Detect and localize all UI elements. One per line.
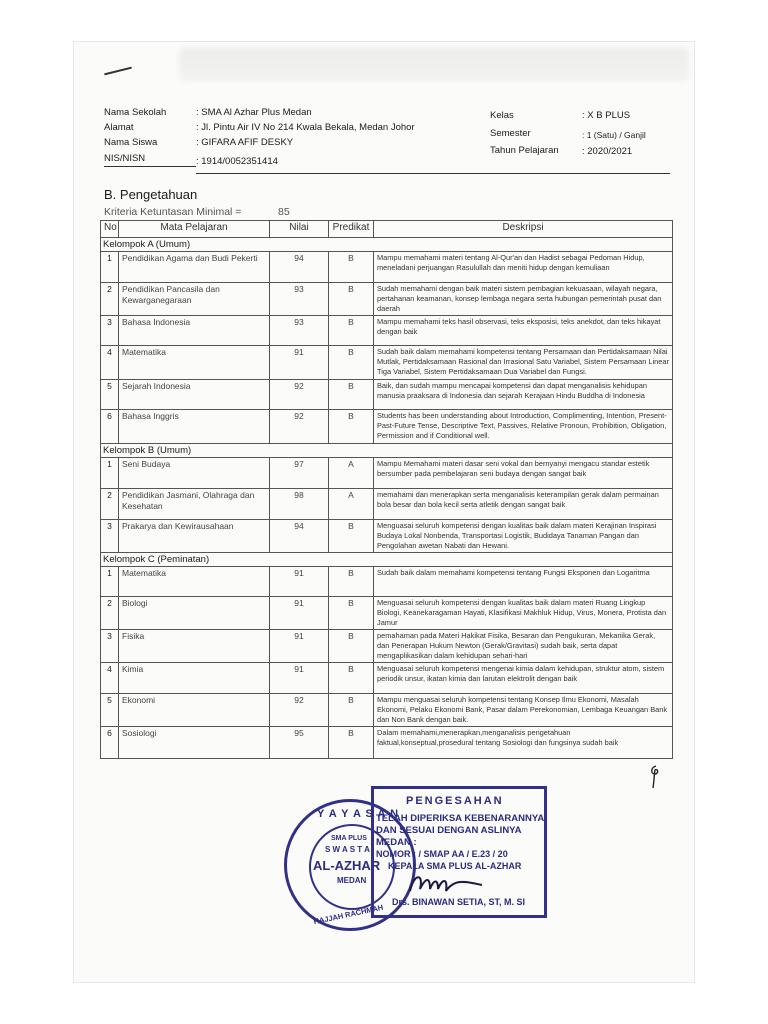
endorsement-stamp-box (371, 786, 547, 918)
row-score: 94 (270, 252, 329, 283)
seal-line3: AL-AZHAR (313, 858, 381, 873)
endorsement-title: PENGESAHAN (406, 795, 504, 807)
header-rule (196, 173, 670, 174)
endorsement-line4: NOMOR : / SMAP AA / E.23 / 20 (376, 849, 508, 859)
row-description: Sudah memahami dengan baik materi sistem pembagian kekuasaan, wilayah negara, pertahanan keamanan, konsep lembaga negara serta hubungan pemerintah pusat dan daerah (374, 283, 673, 316)
faded-header-smudge (179, 48, 689, 82)
row-no: 2 (101, 489, 119, 520)
value-address: : Jl. Pintu Air IV No 214 Kwala Bekala, Medan Johor (196, 122, 415, 133)
endorsement-line5: KEPALA SMA PLUS AL-AZHAR (388, 861, 522, 871)
table-row (101, 567, 673, 597)
group-row (101, 444, 673, 458)
row-subject: Matematika (119, 346, 270, 380)
label-semester: Semester (490, 128, 531, 139)
seal-bottom-text: HAJJAH RACHMAH (312, 902, 385, 927)
table-row (101, 380, 673, 410)
col-header-score: Nilai (270, 221, 329, 238)
table-header-row (101, 221, 673, 238)
row-score: 91 (270, 663, 329, 694)
row-no: 4 (101, 663, 119, 694)
row-predicate: B (329, 283, 374, 316)
table-row (101, 410, 673, 444)
row-predicate: B (329, 630, 374, 663)
table-row (101, 694, 673, 727)
report-card-page (74, 42, 694, 982)
row-description: Sudah baik dalam memahami kompetensi tentang Persamaan dan Pertidaksamaan Nilai Mutlak, Pertidaksamaan Rasional dan Irrasional Satu Variabel, Sistem Persamaan Linear Tiga Variabel, Sistem Pertidaksamaan Dua Variabel dan Fungsi. (374, 346, 673, 380)
row-predicate: B (329, 597, 374, 630)
label-student: Nama Siswa (104, 137, 158, 148)
row-description: Students has been understanding about Introduction, Complimenting, Intention, Present-Past-Future Tense, Descriptive Text, Passives, Relative Pronoun, Prohibition, Obligation, Permission and if Conditional well. (374, 410, 673, 444)
row-no: 5 (101, 380, 119, 410)
nis-underline (104, 166, 196, 167)
seal-line1: SMA PLUS (331, 835, 367, 842)
value-semester: : 1 (Satu) / Ganjil (582, 130, 646, 140)
value-student: : GIFARA AFIF DESKY (196, 137, 294, 148)
group-label: Kelompok C (Peminatan) (101, 553, 673, 567)
row-no: 4 (101, 346, 119, 380)
group-row (101, 553, 673, 567)
row-subject: Pendidikan Agama dan Budi Pekerti (119, 252, 270, 283)
row-description: memahami dan menerapkan serta menganalisis keterampilan gerak dalam permainan bola besar dan bola kecil serta atletik dengan sangat baik (374, 489, 673, 520)
row-subject: Prakarya dan Kewirausahaan (119, 520, 270, 553)
value-school: : SMA Al Azhar Plus Medan (196, 107, 312, 118)
row-description: Baik, dan sudah mampu mencapai kompetensi dan dapat menganalisis kehidupan manusia praaksara di Indonesia dan sejarah Kerajaan Hindu Buddha di Indonesia (374, 380, 673, 410)
row-description: Mampu menguasai seluruh kompetensi tentang Konsep Ilmu Ekonomi, Masalah Ekonomi, Pelaku Ekonomi Bank, Pasar dalam Perekonomian, Lembaga Keuangan Bank dan Non Bank dengan baik. (374, 694, 673, 727)
signer-name: Drs. BINAWAN SETIA, ST, M. SI (392, 897, 526, 907)
row-score: 94 (270, 520, 329, 553)
row-predicate: B (329, 727, 374, 759)
row-description: pemahaman pada Materi Hakikat Fisika, Besaran dan Pengukuran, Mekanika Gerak, dan Penerapan Hukum Newton (Gerak/Gravitasi) sudah baik, serta dapat mengaplikasikan dalam kehidupan sehari-hari (374, 630, 673, 663)
group-row (101, 238, 673, 252)
row-predicate: B (329, 346, 374, 380)
row-predicate: B (329, 694, 374, 727)
kkm-value: 85 (278, 206, 290, 218)
row-description: Mampu Memahami materi dasar seni vokal dan bernyanyi mengacu standar estetik bersumber pada pembelajaran seni budaya dengan sangat baik (374, 458, 673, 489)
group-label: Kelompok A (Umum) (101, 238, 673, 252)
signature-mark (404, 867, 488, 899)
section-title: B. Pengetahuan (104, 187, 198, 202)
row-predicate: A (329, 458, 374, 489)
row-score: 91 (270, 346, 329, 380)
label-school: Nama Sekolah (104, 107, 167, 118)
row-subject: Seni Budaya (119, 458, 270, 489)
row-subject: Fisika (119, 630, 270, 663)
row-score: 93 (270, 316, 329, 346)
label-year: Tahun Pelajaran (490, 145, 559, 156)
row-score: 92 (270, 410, 329, 444)
value-nis: : 1914/0052351414 (196, 156, 278, 167)
row-predicate: B (329, 663, 374, 694)
row-no: 3 (101, 316, 119, 346)
group-label: Kelompok B (Umum) (101, 444, 673, 458)
row-score: 93 (270, 283, 329, 316)
row-no: 6 (101, 727, 119, 759)
row-description: Menguasai seluruh kompetensi dengan kualitas baik dalam materi Kerajinan Inspirasi Budaya Lokal Nonbenda, Transportasi Logistik, Budidaya Tanaman Pangan dan Pengolahan awetan Nabati dan Hewani. (374, 520, 673, 553)
row-no: 1 (101, 252, 119, 283)
endorsement-line1: TELAH DIPERIKSA KEBENARANNYA (376, 813, 545, 824)
handwritten-mark-icon (648, 764, 662, 790)
value-year: : 2020/2021 (582, 146, 633, 157)
col-header-subject: Mata Pelajaran (119, 221, 270, 238)
row-no: 1 (101, 567, 119, 597)
table-row (101, 252, 673, 283)
endorsement-line3: MEDAN : (376, 837, 417, 848)
row-no: 1 (101, 458, 119, 489)
row-predicate: B (329, 410, 374, 444)
row-description: Mampu memahami materi tentang Al-Qur'an dan Hadist sebagai Pedoman Hidup, meneladani perjuangan Rasulullah dan meniti hidup dengan kemuliaan (374, 252, 673, 283)
row-no: 2 (101, 283, 119, 316)
row-predicate: B (329, 380, 374, 410)
endorsement-line2: DAN SESUAI DENGAN ASLINYA (376, 825, 522, 836)
row-description: Sudah baik dalam memahami kompetensi tentang Fungsi Eksponen dan Logaritma (374, 567, 673, 597)
table-row (101, 458, 673, 489)
row-no: 6 (101, 410, 119, 444)
row-predicate: B (329, 252, 374, 283)
row-subject: Pendidikan Pancasila dan Kewarganegaraan (119, 283, 270, 316)
row-predicate: B (329, 316, 374, 346)
col-header-description: Deskripsi (374, 221, 673, 238)
row-no: 3 (101, 630, 119, 663)
row-score: 92 (270, 694, 329, 727)
row-score: 97 (270, 458, 329, 489)
pen-stroke-mark (104, 67, 132, 76)
table-row (101, 316, 673, 346)
row-subject: Kimia (119, 663, 270, 694)
label-nis: NIS/NISN (104, 153, 146, 164)
row-subject: Sosiologi (119, 727, 270, 759)
row-score: 91 (270, 630, 329, 663)
row-description: Mampu memahami teks hasil observasi, teks eksposisi, teks anekdot, dan teks hikayat dengan baik (374, 316, 673, 346)
seal-top-text: Y A Y A S A N (317, 808, 400, 820)
row-no: 3 (101, 520, 119, 553)
col-header-predicate: Predikat (329, 221, 374, 238)
row-subject: Sejarah Indonesia (119, 380, 270, 410)
row-predicate: A (329, 489, 374, 520)
row-description: Dalam memahami,menerapkan,menganalisis pengetahuan faktual,konseptual,prosedural tentang Sosiologi dan fungsinya sudah baik (374, 727, 673, 759)
seal-line2: S W A S T A (325, 845, 370, 854)
table-row (101, 727, 673, 759)
table-row (101, 346, 673, 380)
kkm-label: Kriteria Ketuntasan Minimal = (104, 206, 242, 218)
value-class: : X B PLUS (582, 110, 631, 121)
row-no: 5 (101, 694, 119, 727)
row-description: Menguasai seluruh kompetensi dengan kualitas baik dalam materi Ruang Lingkup Biologi, Keanekaragaman Hayati, Klasifikasi Makhluk Hidup, Virus, Monera, Protista dan Jamur (374, 597, 673, 630)
label-class: Kelas (490, 110, 514, 121)
label-address: Alamat (104, 122, 134, 133)
row-no: 2 (101, 597, 119, 630)
row-subject: Bahasa Indonesia (119, 316, 270, 346)
row-description: Menguasai seluruh kompetensi mengenai kimia dalam kehidupan, struktur atom, sistem periodik unsur, ikatan kimia dan larutan elektrolit dengan baik (374, 663, 673, 694)
table-row (101, 597, 673, 630)
col-header-no: No (101, 221, 119, 238)
table-row (101, 489, 673, 520)
grades-table (100, 220, 673, 759)
seal-line4: MEDAN (337, 876, 367, 885)
row-score: 92 (270, 380, 329, 410)
row-subject: Biologi (119, 597, 270, 630)
table-row (101, 630, 673, 663)
row-subject: Ekonomi (119, 694, 270, 727)
row-predicate: B (329, 520, 374, 553)
table-row (101, 663, 673, 694)
row-score: 91 (270, 567, 329, 597)
row-predicate: B (329, 567, 374, 597)
row-score: 95 (270, 727, 329, 759)
row-score: 98 (270, 489, 329, 520)
row-score: 91 (270, 597, 329, 630)
table-row (101, 520, 673, 553)
row-subject: Matematika (119, 567, 270, 597)
row-subject: Pendidikan Jasmani, Olahraga dan Kesehatan (119, 489, 270, 520)
row-subject: Bahasa Inggris (119, 410, 270, 444)
table-row (101, 283, 673, 316)
